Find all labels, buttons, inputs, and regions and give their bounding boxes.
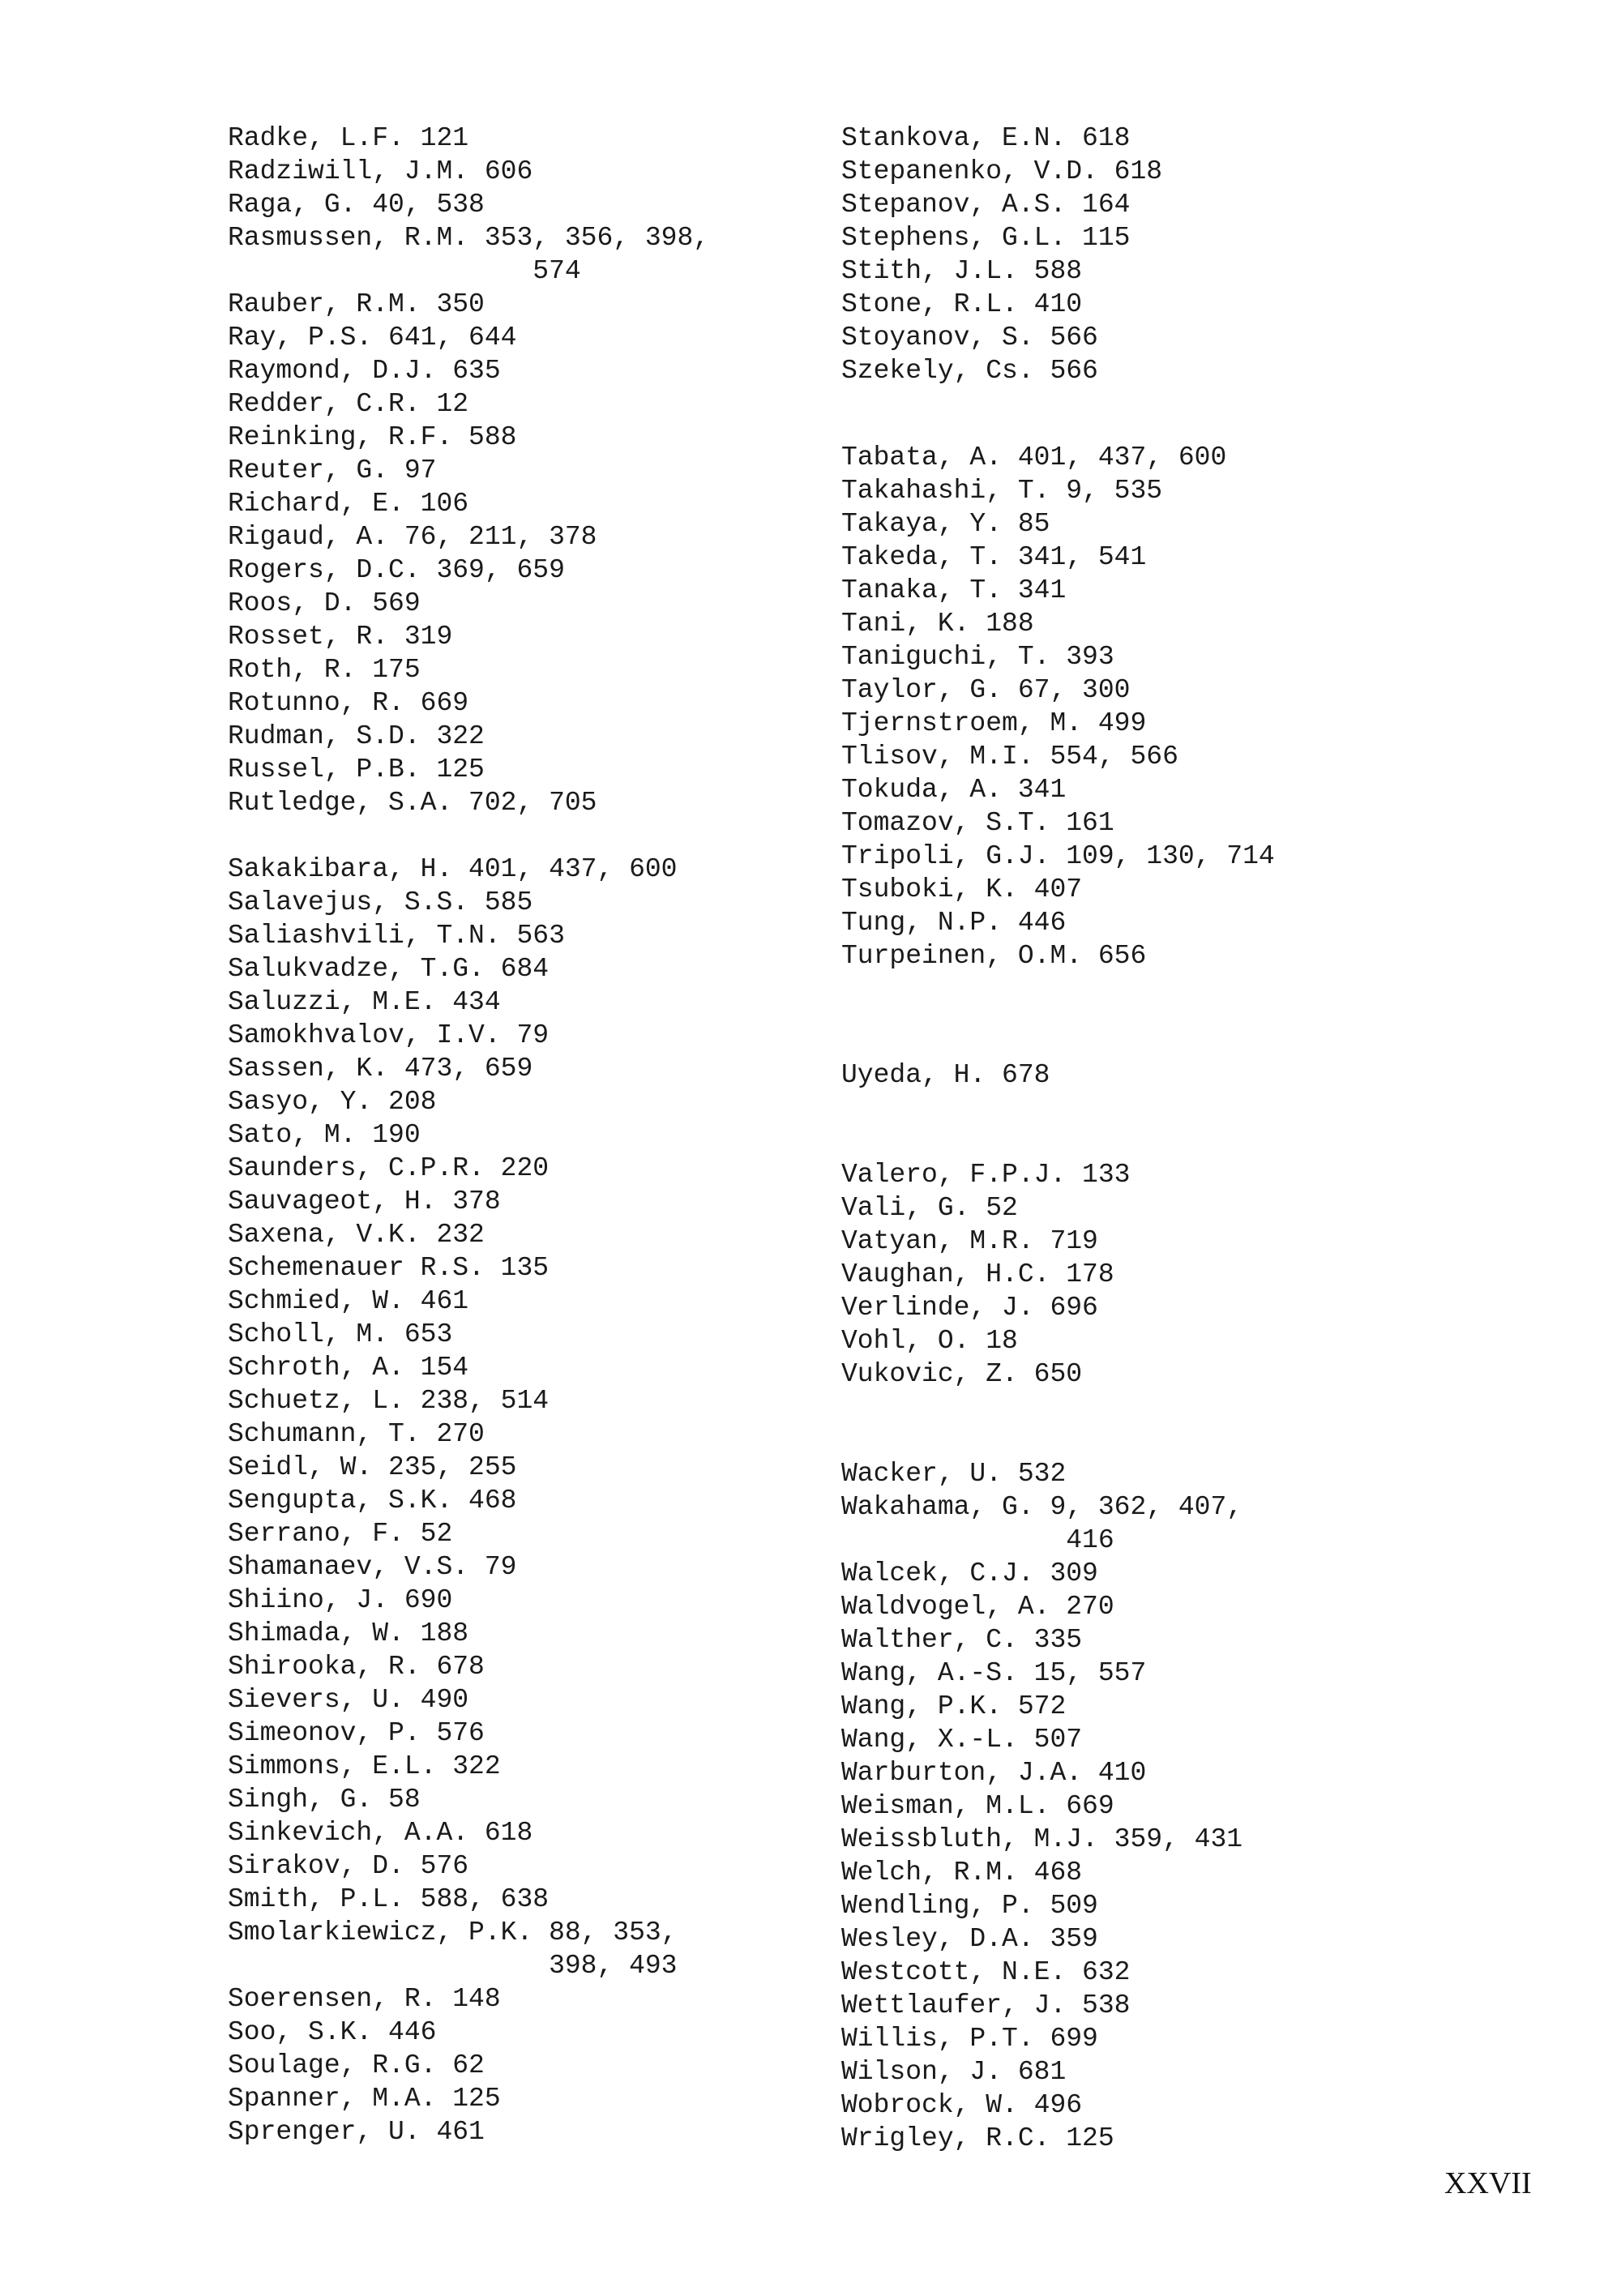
letter-group-gap (841, 1391, 1275, 1457)
index-entry: Vali, G. 52 (841, 1193, 1018, 1224)
index-entry: Wang, A.-S. 15, 557 (841, 1658, 1147, 1689)
index-entry: Wrigley, R.C. 125 (841, 2123, 1114, 2154)
index-entry: Saunders, C.P.R. 220 (228, 1153, 550, 1183)
letter-group-gap (228, 819, 709, 853)
index-entry: Wesley, D.A. 359 (841, 1924, 1098, 1955)
index-entry: Sassen, K. 473, 659 (228, 1054, 533, 1084)
index-column-right (841, 122, 1275, 2155)
index-entry: Saluzzi, M.E. 434 (228, 987, 501, 1017)
index-entry: Russel, P.B. 125 (228, 755, 485, 785)
index-entry: Radziwill, J.M. 606 (228, 156, 533, 186)
index-entry: Stephens, G.L. 115 (841, 223, 1131, 253)
index-entry: Sato, M. 190 (228, 1120, 421, 1150)
index-entry: Taylor, G. 67, 300 (841, 674, 1131, 705)
index-entry: Spanner, M.A. 125 (228, 2084, 501, 2114)
index-entry: Rigaud, A. 76, 211, 378 (228, 522, 597, 552)
index-entry: Salavejus, S.S. 585 (228, 887, 533, 917)
index-entry: Wang, X.-L. 507 (841, 1725, 1083, 1755)
index-entry: Vaughan, H.C. 178 (841, 1259, 1114, 1290)
index-entry: Salukvadze, T.G. 684 (228, 954, 550, 984)
index-entry: Rudman, S.D. 322 (228, 721, 485, 751)
index-entry: Vukovic, Z. 650 (841, 1359, 1083, 1390)
index-entry-continuation: 398, 493 (228, 1951, 678, 1981)
index-entry: Roth, R. 175 (228, 655, 421, 685)
index-entry: Walther, C. 335 (841, 1625, 1083, 1656)
index-entry: Wakahama, G. 9, 362, 407, (841, 1492, 1243, 1523)
index-entry: Wang, P.K. 572 (841, 1691, 1067, 1722)
index-entry: Rauber, R.M. 350 (228, 289, 485, 319)
index-entry: Waldvogel, A. 270 (841, 1592, 1114, 1623)
index-entry: Raga, G. 40, 538 (228, 190, 485, 220)
index-entry: Vohl, O. 18 (841, 1326, 1018, 1357)
index-entry: Stepanenko, V.D. 618 (841, 156, 1163, 186)
index-entry: Shimada, W. 188 (228, 1618, 469, 1648)
index-entry: Stankova, E.N. 618 (841, 123, 1131, 153)
index-entry: Sirakov, D. 576 (228, 1851, 469, 1881)
index-entry: Westcott, N.E. 632 (841, 1957, 1131, 1988)
index-entry: Walcek, C.J. 309 (841, 1558, 1098, 1589)
index-entry: Wacker, U. 532 (841, 1459, 1067, 1490)
index-entry: Stone, R.L. 410 (841, 289, 1083, 319)
index-entry: Uyeda, H. 678 (841, 1060, 1050, 1091)
index-entry: Szekely, Cs. 566 (841, 356, 1098, 386)
index-entry: Turpeinen, O.M. 656 (841, 940, 1147, 971)
index-entry: Sievers, U. 490 (228, 1685, 469, 1715)
index-entry: Tung, N.P. 446 (841, 907, 1067, 938)
index-entry: Simeonov, P. 576 (228, 1718, 485, 1748)
index-entry: Soerensen, R. 148 (228, 1984, 501, 2014)
index-entry: Schemenauer R.S. 135 (228, 1253, 550, 1283)
index-entry: Weissbluth, M.J. 359, 431 (841, 1824, 1243, 1855)
index-entry: Weisman, M.L. 669 (841, 1791, 1114, 1822)
index-entry: Samokhvalov, I.V. 79 (228, 1020, 550, 1050)
index-entry-continuation: 416 (841, 1525, 1114, 1556)
index-entry: Stith, J.L. 588 (841, 256, 1083, 286)
index-entry: Vatyan, M.R. 719 (841, 1226, 1098, 1257)
index-entry: Sauvageot, H. 378 (228, 1186, 501, 1216)
index-entry: Rogers, D.C. 369, 659 (228, 555, 565, 585)
page-number: XXVII (1444, 2166, 1532, 2200)
index-entry: Shiino, J. 690 (228, 1585, 453, 1615)
index-entry: Tomazov, S.T. 161 (841, 807, 1114, 838)
index-entry: Redder, C.R. 12 (228, 389, 469, 419)
index-entry: Warburton, J.A. 410 (841, 1758, 1147, 1789)
index-entry: Wendling, P. 509 (841, 1891, 1098, 1922)
index-entry: Tokuda, A. 341 (841, 774, 1067, 805)
index-entry: Takaya, Y. 85 (841, 508, 1050, 539)
index-entry: Tjernstroem, M. 499 (841, 708, 1147, 738)
index-entry: Soulage, R.G. 62 (228, 2050, 485, 2080)
index-entry: Seidl, W. 235, 255 (228, 1452, 517, 1482)
index-entry: Stepanov, A.S. 164 (841, 190, 1131, 220)
index-entry: Rutledge, S.A. 702, 705 (228, 788, 597, 818)
index-entry: Schuetz, L. 238, 514 (228, 1386, 550, 1416)
index-entry: Radke, L.F. 121 (228, 123, 469, 153)
index-entry: Sasyo, Y. 208 (228, 1087, 437, 1117)
index-entry: Wilson, J. 681 (841, 2057, 1067, 2088)
index-entry: Reuter, G. 97 (228, 455, 437, 485)
index-entry: Raymond, D.J. 635 (228, 356, 501, 386)
index-entry: Tabata, A. 401, 437, 600 (841, 442, 1227, 472)
index-entry: Takahashi, T. 9, 535 (841, 475, 1163, 506)
index-entry: Stoyanov, S. 566 (841, 323, 1098, 353)
index-entry: Wettlaufer, J. 538 (841, 1990, 1131, 2021)
index-entry: Taniguchi, T. 393 (841, 641, 1114, 672)
index-entry: Takeda, T. 341, 541 (841, 541, 1147, 572)
index-entry: Sengupta, S.K. 468 (228, 1486, 517, 1516)
letter-group-gap (841, 1092, 1275, 1158)
index-entry: Sprenger, U. 461 (228, 2117, 485, 2147)
index-entry: Schmied, W. 461 (228, 1286, 469, 1316)
index-entry: Reinking, R.F. 588 (228, 422, 517, 452)
index-entry: Soo, S.K. 446 (228, 2017, 437, 2047)
index-entry: Valero, F.P.J. 133 (841, 1160, 1131, 1191)
letter-group-gap (841, 387, 1275, 441)
index-entry: Saliashvili, T.N. 563 (228, 921, 565, 951)
index-entry: Richard, E. 106 (228, 489, 469, 519)
index-entry: Tani, K. 188 (841, 608, 1034, 639)
index-entry: Shirooka, R. 678 (228, 1652, 485, 1682)
index-column-left (228, 122, 709, 2148)
index-entry: Ray, P.S. 641, 644 (228, 323, 517, 353)
index-entry: Tsuboki, K. 407 (841, 874, 1083, 904)
index-entry: Tripoli, G.J. 109, 130, 714 (841, 840, 1275, 871)
index-entry: Welch, R.M. 468 (841, 1858, 1083, 1888)
index-entry: Scholl, M. 653 (228, 1319, 453, 1349)
index-entry: Singh, G. 58 (228, 1785, 421, 1815)
letter-group-gap (841, 973, 1275, 1059)
index-entry: Tanaka, T. 341 (841, 575, 1067, 605)
index-entry: Wobrock, W. 496 (841, 2090, 1083, 2121)
index-entry: Simmons, E.L. 322 (228, 1751, 501, 1781)
index-entry: Roos, D. 569 (228, 588, 421, 618)
index-entry: Rasmussen, R.M. 353, 356, 398, (228, 223, 710, 253)
index-entry-continuation: 574 (228, 256, 581, 286)
index-entry: Sinkevich, A.A. 618 (228, 1818, 533, 1848)
index-entry: Saxena, V.K. 232 (228, 1220, 485, 1250)
index-entry: Schumann, T. 270 (228, 1419, 485, 1449)
index-entry: Smolarkiewicz, P.K. 88, 353, (228, 1918, 678, 1948)
index-entry: Shamanaev, V.S. 79 (228, 1552, 517, 1582)
index-entry: Smith, P.L. 588, 638 (228, 1884, 550, 1914)
index-entry: Rosset, R. 319 (228, 622, 453, 652)
index-entry: Schroth, A. 154 (228, 1353, 469, 1383)
index-entry: Verlinde, J. 696 (841, 1293, 1098, 1323)
index-entry: Rotunno, R. 669 (228, 688, 469, 718)
index-entry: Willis, P.T. 699 (841, 2024, 1098, 2054)
index-entry: Sakakibara, H. 401, 437, 600 (228, 854, 678, 884)
index-entry: Tlisov, M.I. 554, 566 (841, 741, 1178, 772)
index-entry: Serrano, F. 52 (228, 1519, 453, 1549)
